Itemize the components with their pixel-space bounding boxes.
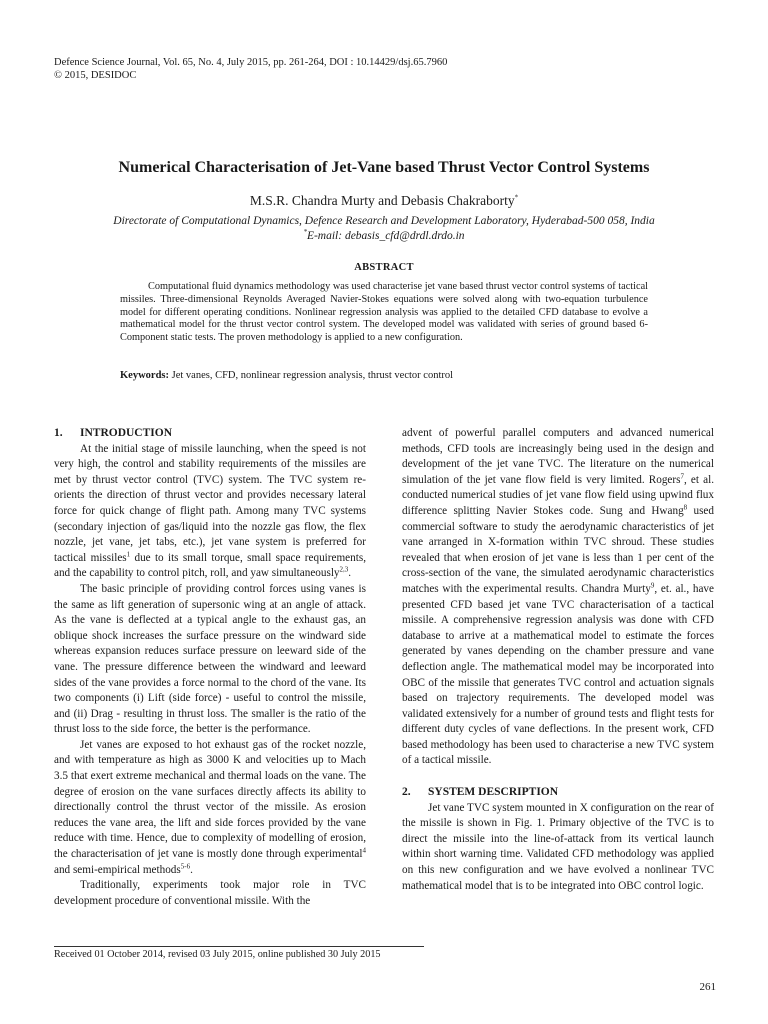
affiliation: Directorate of Computational Dynamics, Defence Research and Development Laboratory, Hyderabad-500 058, India (113, 215, 655, 227)
keywords-label: Keywords: (120, 370, 169, 381)
continued-paragraph: advent of powerful parallel computers and advanced numerical methods, CFD tools are increasingly being used in the design and development of the jet vane TVC. The literature on the numerical simulation of the jet vane flow field is very limited. Rogers$^7$, et al. conducted numerical studies of jet vane flow field using upwind flux difference splitting Navier Stokes code. Sung and Hwang$^8$ used commercial software to study the aerodynamic characteristics of jet vane arranged in X-formation within TVC shroud. These studies revealed that when erosion of jet vane is less than 1 per cent of the cross-section of the vane, the simulated aerodynamic characteristics matches with the experimental results. Chandra Murty$^9$, et. al., have presented CFD based jet vane TVC characterisation of a tactical missile. A comprehensive regression analysis was done with CFD database to arrive at a mathematical model to estimate the forces generated by vanes depending on the chamber pressure and vane deflection angle. The mathematical model may be incorporated into OBC of the missile that generates TVC control and actuation signals based on trajectory requirements. The developed model was validated extensively for a number of ground tests and flight tests for different duty cycles of vane deflections. In the present work, CFD based methodology has been used to characterise a new TVC system of a tactical missile. (402, 427, 714, 767)
section-heading-introduction (54, 426, 366, 442)
intro-paragraph-4: Traditionally, experiments took major role in TVC development procedure of conventional missile. With the (54, 879, 366, 907)
citation-ref: 1 (126, 550, 131, 559)
page-number: 261 (699, 981, 716, 993)
authors: M.S.R. Chandra Murty and Debasis Chakraborty (249, 193, 515, 208)
email-line (0, 229, 768, 244)
corresponding-author-mark: * (514, 193, 519, 202)
intro-paragraph-3: Jet vanes are exposed to hot exhaust gas of the rocket nozzle, and with temperature as high as 3000 K and velocities up to Mach 3.5 that exert extreme mechanical and thermal loads on the vane. The degree of erosion on the vane surfaces directly affects its ability to directionally control the thrust vector of the missile. As erosion reduces the vane area, the lift and side forces provided by the vane reduce with time. Hence, due to complexity of modelling of erosion, the characterisation of jet vane is mostly done through experimental$^4$ and semi-empirical methods$^{5-6}$. (54, 738, 366, 876)
section-heading-system-description (402, 785, 714, 801)
section-title: INTRODUCTION (80, 427, 173, 439)
intro-paragraph-1: At the initial stage of missile launching, when the speed is not very high, the control and stability requirements of the missiles are met by thrust vector control (TVC) system. The TVC system re-orients the direction of thrust vector and provides necessary lateral force for quick change of flight path. Among many TVC systems (secondary injection of gas/liquid into the nozzle gas flow, the flex nozzle, jet vane, jet tabs, etc.), jet vane system is preferred for tactical missiles$^1$ due to its small torque, small space requirements, and the capability to control pitch, roll, and yaw simultaneously$^{2,3}$. (54, 442, 366, 580)
abstract-heading: ABSTRACT (354, 262, 414, 273)
section-spacer (402, 769, 714, 785)
received-dates: Received 01 October 2014, revised 03 July 2015, online published 30 July 2015 (54, 949, 381, 960)
journal-header (54, 56, 447, 82)
citation-ref: 8 (683, 503, 688, 512)
authors-line (0, 193, 768, 209)
section-title: SYSTEM DESCRIPTION (428, 786, 559, 799)
system-paragraph-1: Jet vane TVC system mounted in X configuration on the rear of the missile is shown in Fig. 1. Primary objective of the TVC is to direct the missile into the line-of-attack from its vertical launch within short warning time. Validated CFD methodology was applied on this new configuration and we have evolved a nonlinear TVC mathematical model that is to be integrated into OBC control logic. (402, 801, 714, 892)
email-mark: * (303, 228, 307, 237)
citation-ref: 5-6 (180, 861, 191, 870)
keywords-line (120, 370, 648, 381)
citation-ref: 9 (650, 581, 655, 590)
affiliation-block (0, 214, 768, 244)
intro-paragraph-2: The basic principle of providing control forces using vanes is the same as lift generation of supersonic wing at an angle of attack. As the vane is deflected at a typical angle to the exhaust gas, an oblique shock increases the surface pressure on the windward side whereas expansion reduces surface pressure on leeward side of the vane. The pressure difference between the windward and leeward sides of the vane provides a force normal to the chord of the vane. Its two components (i) Lift (side force) - useful to control the missile, and (ii) Drag - resulting in thrust loss. The smaller is the ratio of the thrust loss to the side force, the better is the performance. (54, 582, 366, 736)
section-number: 1. (54, 427, 63, 439)
right-column (402, 426, 714, 894)
citation-ref: 2,3 (339, 565, 349, 574)
journal-copyright: © 2015, DESIDOC (54, 70, 137, 81)
abstract-text: Computational fluid dynamics methodology was used characterise jet vane based thrust vector control systems of tactical missiles. Three-dimensional Reynolds Averaged Navier-Stokes equations were solved along with two-equation turbulence model for different operating conditions. Nonlinear regression analysis was applied to the detailed CFD database to evolve a mathematical model for the thrust vector control system. The developed model was validated with series of ground based 6-Component static tests. The proven methodology is applied to a new configuration. (120, 281, 648, 344)
keywords-list: Jet vanes, CFD, nonlinear regression analysis, thrust vector control (171, 370, 454, 381)
footnote-divider (54, 946, 424, 947)
author-email: E-mail: debasis_cfd@drdl.drdo.in (306, 230, 465, 242)
citation-ref: 4 (362, 846, 366, 855)
journal-citation: Defence Science Journal, Vol. 65, No. 4, July 2015, pp. 261-264, DOI : 10.14429/dsj.65.7960 (54, 57, 448, 68)
paper-title: Numerical Characterisation of Jet-Vane based Thrust Vector Control Systems (118, 159, 650, 176)
citation-ref: 7 (680, 472, 684, 481)
section-number: 2. (402, 786, 411, 799)
left-column (54, 426, 366, 909)
